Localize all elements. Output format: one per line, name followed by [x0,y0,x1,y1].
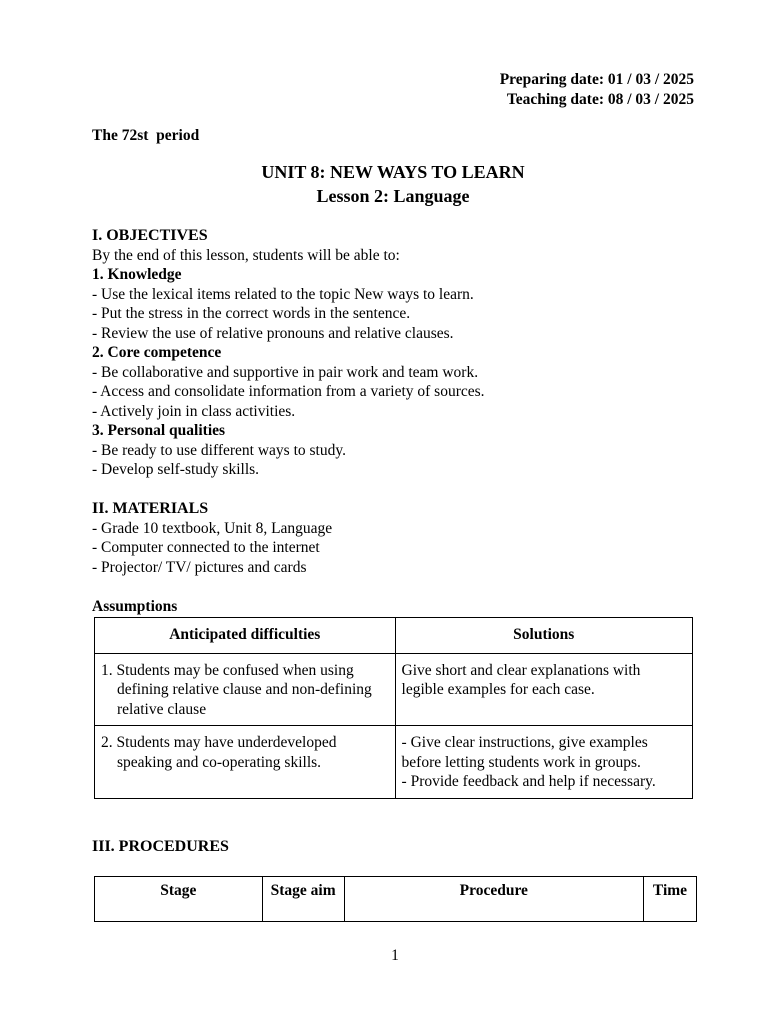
unit-title: UNIT 8: NEW WAYS TO LEARN [261,162,525,182]
table-header-row [95,877,697,922]
list-item: - Develop self-study skills. [92,461,260,478]
title-block [0,160,768,208]
difficulty-cell [95,726,396,799]
table-header-row [95,618,693,654]
objectives-heading: I. OBJECTIVES [92,227,208,244]
list-item: - Review the use of relative pronouns and relative clauses. [92,324,454,342]
column-header-time: Time [643,877,696,922]
difficulty-text: 1. Students may be confused when using defining relative clause and non-defining relative clause [101,661,372,718]
list-item: - Computer connected to the internet [92,539,320,556]
solution-cell [395,653,692,726]
table-row [95,726,693,799]
solution-text: - Provide feedback and help if necessary. [401,773,656,790]
preparing-date: Preparing date: 01 / 03 / 2025 [499,71,694,88]
list-item: - Be collaborative and supportive in pair work and team work. [92,363,479,381]
core-competence-heading: 2. Core competence [92,344,222,361]
procedures-heading: III. PROCEDURES [92,838,229,855]
lesson-title: Lesson 2: Language [316,186,470,206]
period-label: The 72st period [92,127,200,144]
assumptions-table [94,617,693,799]
list-item: - Grade 10 textbook, Unit 8, Language [92,519,333,537]
list-item: - Use the lexical items related to the topic New ways to learn. [92,285,474,303]
solution-text: Give short and clear explanations with legible examples for each case. [401,661,641,698]
table-row [95,653,693,726]
objectives-intro: By the end of this lesson, students will be able to: [92,246,400,264]
materials-heading: II. MATERIALS [92,500,209,517]
list-item: - Access and consolidate information from a variety of sources. [92,383,485,400]
list-item: - Be ready to use different ways to study. [92,441,346,459]
difficulty-cell [95,653,396,726]
column-header-stage-aim: Stage aim [262,877,344,922]
column-header-difficulties: Anticipated difficulties [95,618,396,654]
list-item: - Put the stress in the correct words in the sentence. [92,305,411,322]
page-number: 1 [391,947,399,964]
knowledge-heading: 1. Knowledge [92,266,182,283]
lesson-body [92,226,485,616]
procedures-table [94,876,697,922]
column-header-solutions: Solutions [395,618,692,654]
assumptions-heading: Assumptions [92,597,178,615]
column-header-stage: Stage [95,877,263,922]
solution-cell [395,726,692,799]
personal-qualities-heading: 3. Personal qualities [92,422,226,439]
solution-text: - Give clear instructions, give examples before letting students work in groups. [401,734,648,771]
teaching-date: Teaching date: 08 / 03 / 2025 [506,90,694,108]
list-item: - Actively join in class activities. [92,402,296,420]
dates-block [500,70,694,109]
column-header-procedure: Procedure [344,877,643,922]
difficulty-text: 2. Students may have underdeveloped speaking and co-operating skills. [101,734,337,771]
list-item: - Projector/ TV/ pictures and cards [92,558,307,576]
